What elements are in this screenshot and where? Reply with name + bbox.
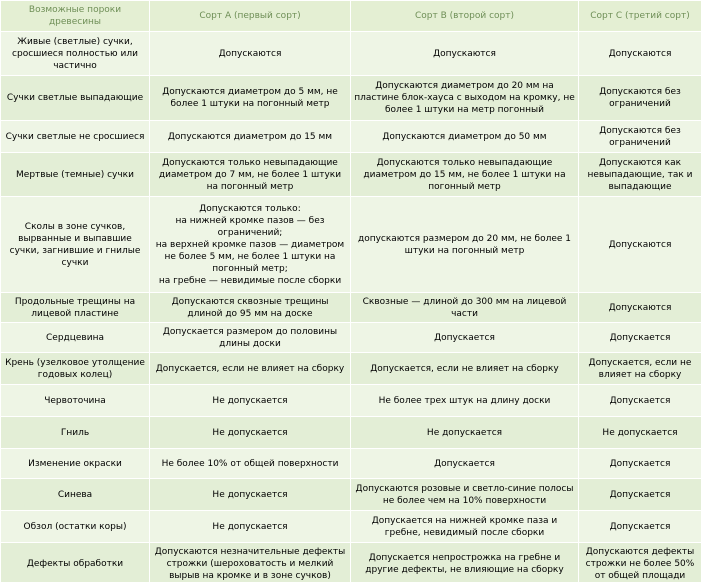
table-body xyxy=(1,32,702,582)
grade-c-cell: Допускаются без ограничений xyxy=(579,76,702,121)
table-row xyxy=(1,121,702,153)
grade-b-cell: Допускаются только невыпадающие диаметром до 15 мм, не более 1 штуки на погонный метр xyxy=(351,153,579,197)
grade-a-cell xyxy=(150,197,351,293)
header-defects: Возможные пороки древесины xyxy=(1,1,150,32)
defect-cell: Изменение окраски xyxy=(1,449,150,479)
grade-b-cell: Допускаются xyxy=(351,32,579,76)
grade-b-cell: Сквозные — длиной до 300 мм на лицевой части xyxy=(351,293,579,323)
defect-cell: Гниль xyxy=(1,417,150,449)
header-grade-a: Сорт A (первый сорт) xyxy=(150,1,351,32)
grade-a-cell: Допускаются диаметром до 15 мм xyxy=(150,121,351,153)
grade-b-cell: Не допускается xyxy=(351,417,579,449)
grade-a-cell: Не допускается xyxy=(150,417,351,449)
grade-b-cell: Допускается непрострожка на гребне и другие дефекты, не влияющие на сборку xyxy=(351,543,579,582)
defect-cell: Синева xyxy=(1,479,150,511)
defect-cell: Сколы в зоне сучков, вырванные и выпавшие сучки, загнившие и гнилые сучки xyxy=(1,197,150,293)
grade-a-cell: Не допускается xyxy=(150,385,351,417)
grade-b-cell: Допускается, если не влияет на сборку xyxy=(351,353,579,385)
grade-a-line: на гребне — невидимые после сборки xyxy=(158,275,342,286)
grade-a-cell: Не более 10% от общей поверхности xyxy=(150,449,351,479)
defect-cell: Продольные трещины на лицевой пластине xyxy=(1,293,150,323)
defect-cell: Червоточина xyxy=(1,385,150,417)
defect-cell: Живые (светлые) сучки, сросшиеся полностью или частично xyxy=(1,32,150,76)
grade-c-cell: Допускается xyxy=(579,323,702,353)
header-row xyxy=(1,1,702,32)
grade-c-cell: Допускается xyxy=(579,449,702,479)
table-header xyxy=(1,1,702,32)
defect-cell: Сердцевина xyxy=(1,323,150,353)
grade-a-cell: Допускаются незначительные дефекты строжки (шероховатость и мелкий вырыв на кромке и в зоне сучков) xyxy=(150,543,351,582)
grade-c-cell: Допускаются xyxy=(579,32,702,76)
table-row xyxy=(1,449,702,479)
table-row xyxy=(1,479,702,511)
table-row xyxy=(1,353,702,385)
table-row xyxy=(1,543,702,582)
header-grade-b: Сорт B (второй сорт) xyxy=(351,1,579,32)
defect-cell: Мертвые (темные) сучки xyxy=(1,153,150,197)
grade-a-cell: Допускаются xyxy=(150,32,351,76)
table-row xyxy=(1,385,702,417)
grade-b-cell: Допускаются диаметром до 20 мм на пластине блок-хауса с выходом на кромку, не более 1 штуки на метр погонный xyxy=(351,76,579,121)
grade-b-cell: Допускается на нижней кромке паза и гребне, невидимый после сборки xyxy=(351,511,579,543)
grade-c-cell: Допускается xyxy=(579,511,702,543)
grade-b-cell: Не более трех штук на длину доски xyxy=(351,385,579,417)
table-row xyxy=(1,511,702,543)
header-grade-c: Сорт C (третий сорт) xyxy=(579,1,702,32)
defect-cell: Крень (узелковое утолщение годовых колец) xyxy=(1,353,150,385)
grade-b-cell: Допускаются розовые и светло-синие полосы не более чем на 10% поверхности xyxy=(351,479,579,511)
grade-c-cell: Допускаются xyxy=(579,293,702,323)
grade-a-line: на верхней кромке пазов — диаметром не более 5 мм, не более 1 штуки на погонный метр; xyxy=(155,239,345,274)
table-row xyxy=(1,323,702,353)
table-row xyxy=(1,32,702,76)
grade-c-cell: Допускаются без ограничений xyxy=(579,121,702,153)
grade-c-cell: Допускаются дефекты строжки не более 50% от общей площади xyxy=(579,543,702,582)
grade-a-line: на нижней кромке пазов — без ограничений; xyxy=(175,215,325,238)
defect-cell: Сучки светлые не сросшиеся xyxy=(1,121,150,153)
grade-c-cell: Допускается, если не влияет на сборку xyxy=(579,353,702,385)
grade-a-cell: Допускаются сквозные трещины длиной до 95 мм на доске xyxy=(150,293,351,323)
defect-cell: Дефекты обработки xyxy=(1,543,150,582)
grade-c-cell: Допускаются как невыпадающие, так и выпадающие xyxy=(579,153,702,197)
grade-a-line: Допускаются только: xyxy=(199,203,301,214)
grade-a-cell: Допускаются диаметром до 5 мм, не более 1 штуки на погонный метр xyxy=(150,76,351,121)
grade-b-cell: Допускается xyxy=(351,449,579,479)
defect-cell: Сучки светлые выпадающие xyxy=(1,76,150,121)
grade-c-cell: Не допускается xyxy=(579,417,702,449)
table-row xyxy=(1,153,702,197)
grade-b-cell: Допускаются диаметром до 50 мм xyxy=(351,121,579,153)
grade-c-cell: Допускаются xyxy=(579,197,702,293)
grade-c-cell: Допускается xyxy=(579,479,702,511)
grade-a-cell: Допускается, если не влияет на сборку xyxy=(150,353,351,385)
table-row xyxy=(1,76,702,121)
grade-b-cell: допускаются размером до 20 мм, не более 1 штуки на погонный метр xyxy=(351,197,579,293)
grade-c-cell: Допускается xyxy=(579,385,702,417)
grade-a-cell: Не допускается xyxy=(150,479,351,511)
table-row xyxy=(1,197,702,293)
grade-a-cell: Допускается размером до половины длины доски xyxy=(150,323,351,353)
grade-a-cell: Допускаются только невыпадающие диаметром до 7 мм, не более 1 штуки на погонный метр xyxy=(150,153,351,197)
table-row xyxy=(1,417,702,449)
defect-cell: Обзол (остатки коры) xyxy=(1,511,150,543)
grade-b-cell: Допускается xyxy=(351,323,579,353)
table-row xyxy=(1,293,702,323)
grade-a-cell: Не допускается xyxy=(150,511,351,543)
